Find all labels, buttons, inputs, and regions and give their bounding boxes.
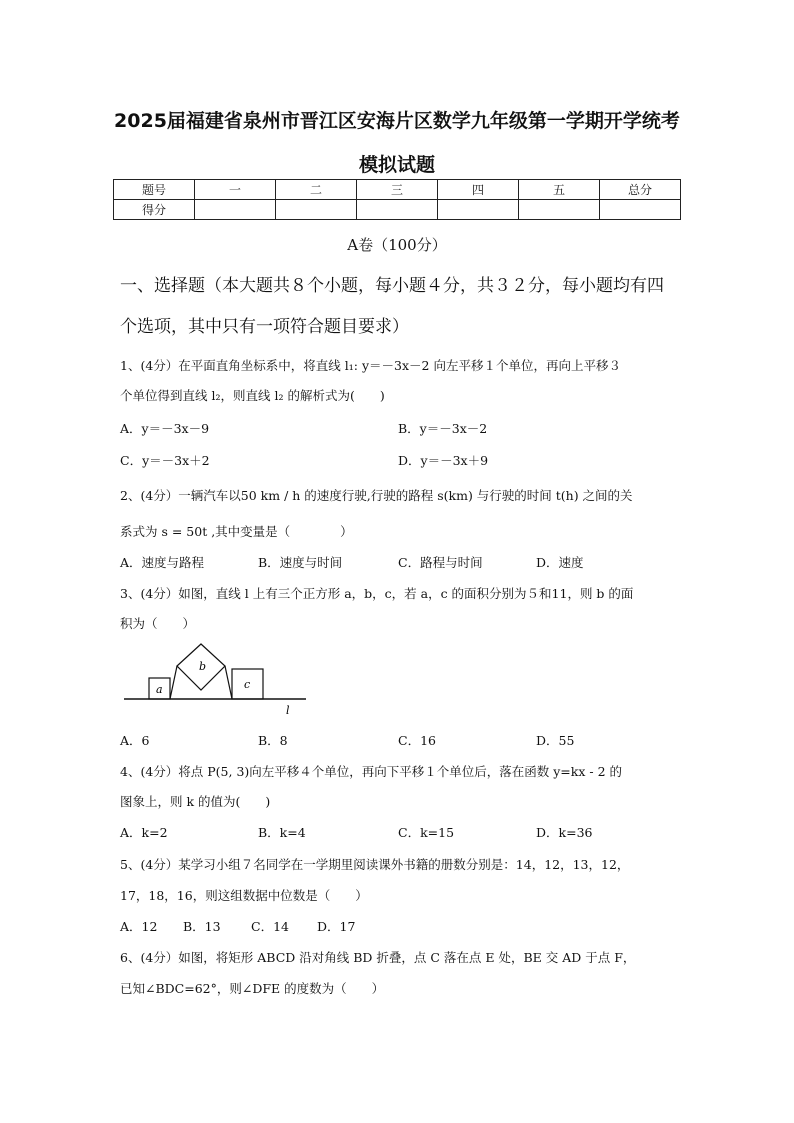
q4-option-c: C．k=15 (398, 825, 455, 840)
score-table-header-cell: 三 (357, 180, 438, 200)
q2-option-b: B．速度与时间 (258, 555, 343, 570)
q3-option-b: B．8 (258, 733, 288, 748)
score-table-score-row (114, 200, 681, 220)
label-a: a (156, 683, 163, 696)
score-table-header-cell: 四 (438, 180, 519, 200)
score-cell (519, 200, 600, 220)
q4-option-a: A．k=2 (120, 825, 168, 840)
q1-option-a: A．y＝－3x－9 (120, 421, 210, 436)
q5-option-c: C．14 (251, 919, 289, 934)
three-squares-figure (120, 640, 310, 720)
q4-line1: 4、(4分）将点 P(5, 3)向左平移４个单位，再向下平移１个单位后，落在函数 y=kx - 2 的 (120, 764, 623, 779)
q4-line2: 图象上，则 k 的值为( ) (120, 794, 271, 809)
q5-line1: 5、(4分）某学习小组７名同学在一学期里阅读课外书籍的册数分别是：14，12，13，12， (120, 857, 630, 872)
q3-option-c: C．16 (398, 733, 436, 748)
q6-line1: 6、(4分）如图，将矩形 ABCD 沿对角线 BD 折叠，点 C 落在点 E 处，BE 交 AD 于点 F， (120, 950, 636, 965)
score-table-header-cell: 题号 (114, 180, 195, 200)
score-table-header-cell: 五 (519, 180, 600, 200)
q2-option-a: A．速度与路程 (120, 555, 205, 570)
q1-option-b: B．y＝－3x－2 (398, 421, 488, 436)
q3-option-d: D．55 (536, 733, 575, 748)
score-table-header-cell: 二 (276, 180, 357, 200)
q2-line1: 2、(4分）一辆汽车以50 km / h 的速度行驶,行驶的路程 s(km) 与行驶的时间 t(h) 之间的关 (120, 488, 633, 503)
score-table-header-row (114, 180, 681, 200)
document-title-line1: 2025届福建省泉州市晋江区安海片区数学九年级第一学期开学统考 (114, 110, 680, 132)
square-b-left-support (170, 666, 177, 699)
score-cell (438, 200, 519, 220)
document-title-line2: 模拟试题 (358, 154, 435, 176)
q2-line2: 系式为 s = 50t ,其中变量是（ ） (120, 524, 353, 539)
q3-line1: 3、(4分）如图，直线 l 上有三个正方形 a，b，c，若 a，c 的面积分别为５和11，则 b 的面 (120, 586, 634, 601)
score-table-header-cell: 总分 (600, 180, 681, 200)
q3-line2: 积为（ ） (120, 616, 196, 631)
q1-option-c: C．y＝－3x＋2 (120, 453, 210, 468)
q4-option-d: D．k=36 (536, 825, 593, 840)
score-table-header-cell: 一 (195, 180, 276, 200)
q1-option-d: D．y＝－3x＋9 (398, 453, 489, 468)
q5-option-d: D．17 (317, 919, 356, 934)
score-row-label: 得分 (114, 200, 195, 220)
score-table (113, 179, 681, 220)
q5-option-b: B．13 (183, 919, 221, 934)
score-cell (276, 200, 357, 220)
section-title: A卷（100分） (347, 236, 447, 254)
q1-line1: 1、(4分）在平面直角坐标系中，将直线 l₁: y＝－3x－2 向左平移１个单位，再向上平移３ (120, 358, 621, 373)
q5-option-a: A．12 (120, 919, 158, 934)
score-cell (195, 200, 276, 220)
part1-heading: 一、选择题（本大题共８个小题，每小题４分，共３２分，每小题均有四个选项，其中只有一项符合题目要求） (120, 276, 664, 337)
q2-option-d: D．速度 (536, 555, 584, 570)
q3-option-a: A．6 (120, 733, 150, 748)
score-cell (357, 200, 438, 220)
q5-line2: 17，18，16，则这组数据中位数是（ ） (120, 888, 368, 903)
q2-option-c: C．路程与时间 (398, 555, 483, 570)
square-b-right-support (225, 666, 232, 699)
label-c: c (244, 678, 251, 691)
q6-line2: 已知∠BDC=62°，则∠DFE 的度数为（ ） (120, 981, 385, 996)
label-l: l (286, 704, 290, 717)
q1-line2: 个单位得到直线 l₂，则直线 l₂ 的解析式为( ) (120, 388, 385, 403)
score-cell (600, 200, 681, 220)
q4-option-b: B．k=4 (258, 825, 306, 840)
label-b: b (199, 660, 207, 673)
